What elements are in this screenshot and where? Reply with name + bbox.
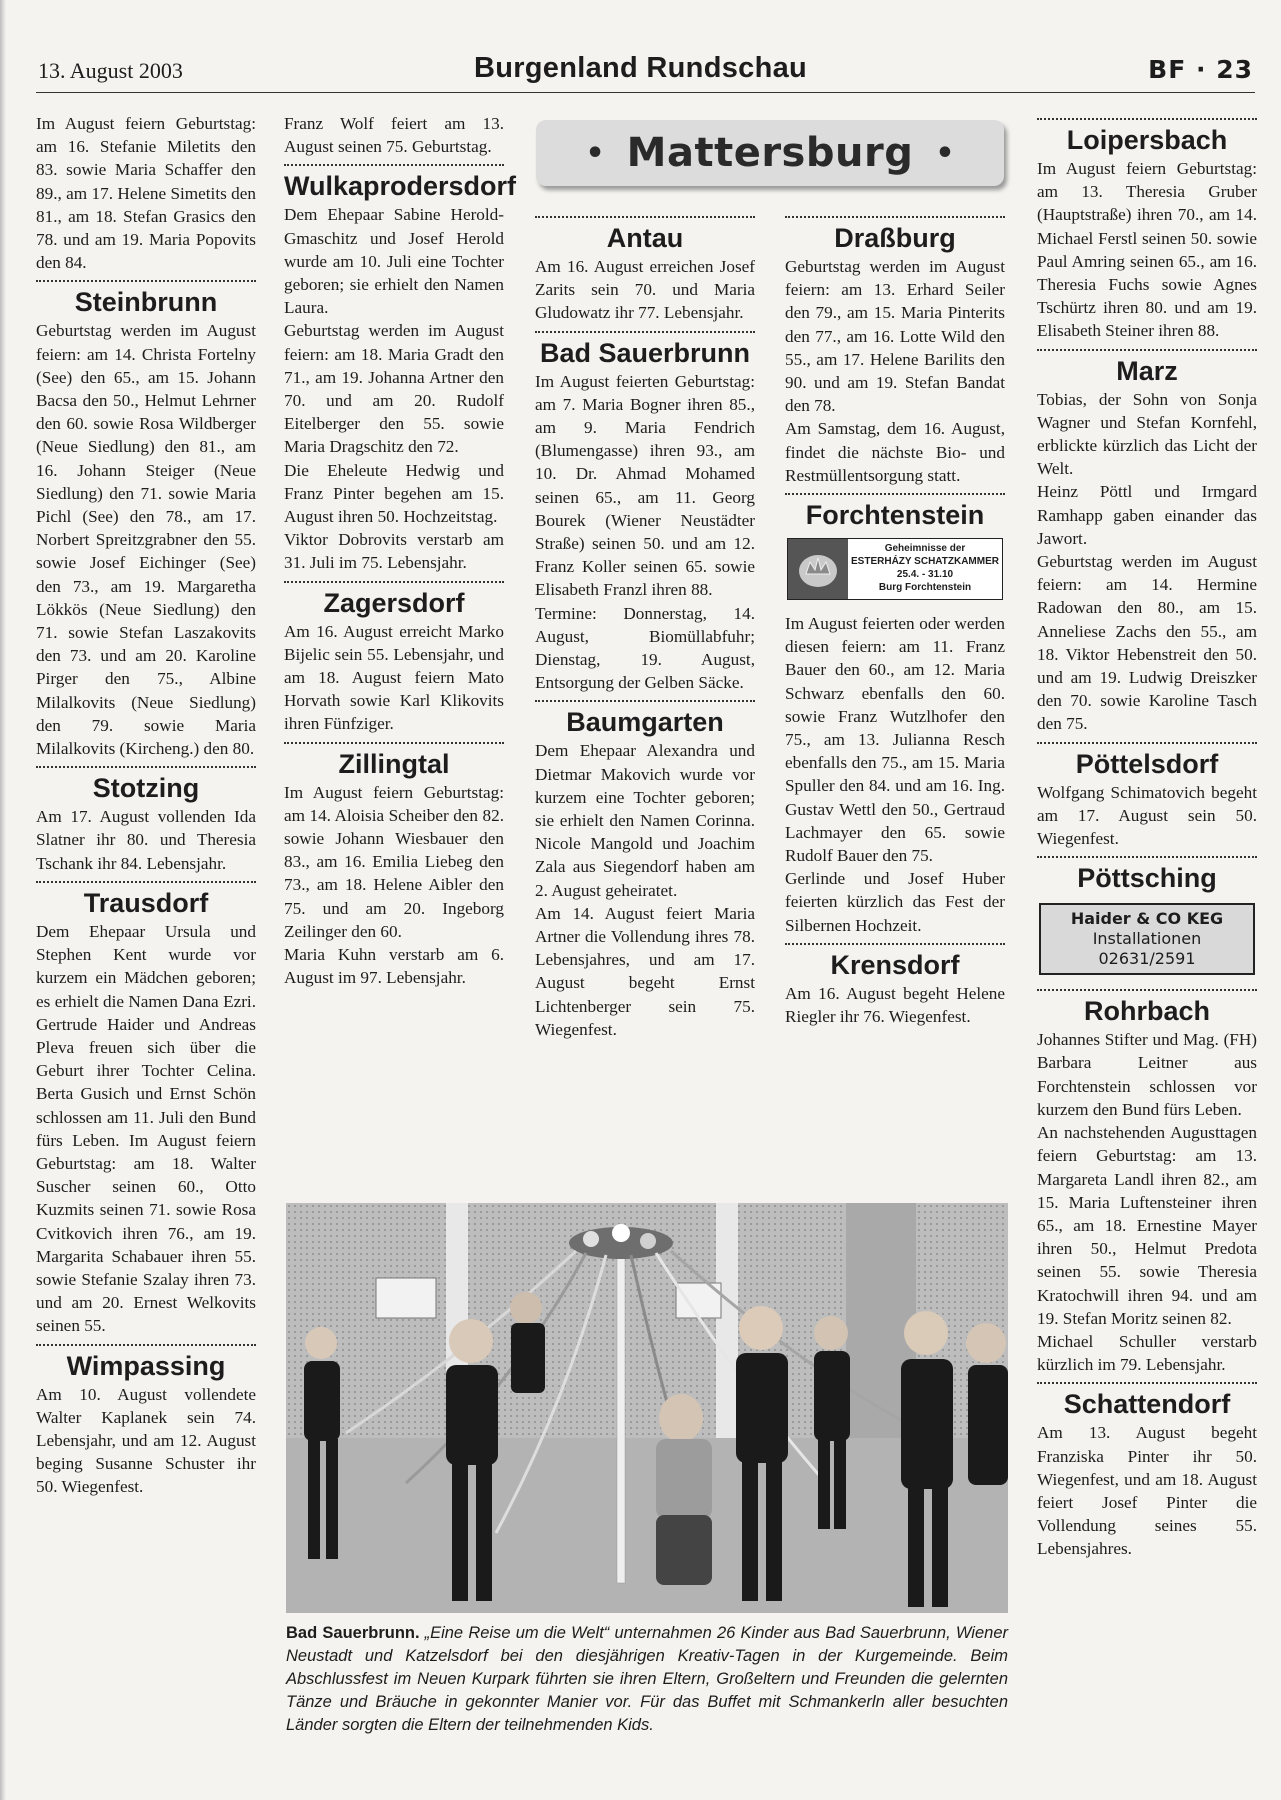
section-text: Im August feierten oder werden diesen feiern: am 11. Franz Bauer den 60., am 12. Maria Schwarz ebenfalls den 60. sowie Franz Wutzlhofer den 75., am 13. Julianna Resch ebenfalls den 75., am 15. Maria Spuller den 84. und am 16. Ing. Gustav Wettl den 50., Gertraud Lachmayer den 65. sowie Rudolf Bauer den 75. (785, 614, 1005, 866)
section-title: Bad Sauerbrunn (539, 337, 751, 368)
section-text: Im August feierten Geburtstag: am 7. Maria Bogner ihren 85., am 9. Maria Fendrich (Blumengasse) ihren 93., am 10. Dr. Ahmad Mohamed seinen 65., am 11. Georg Bourek (Wiener Neustädter Straße) seinen 50. und am 12. Franz Koller seinen 65. sowie Elisabeth Franzl ihren 88. (535, 371, 755, 600)
section-text: Tobias, der Sohn von Sonja Wagner und Stefan Kornfehl, erblickte kürzlich das Licht der Welt. (1037, 389, 1257, 479)
region-banner-title: Mattersburg (626, 130, 914, 176)
section-text: Wolfgang Schimatovich begeht am 17. August sein 50. Wiegenfest. (1037, 782, 1257, 849)
section-text: An nachstehenden Augusttagen feiern Geburtstag: am 13. Margareta Landl ihren 82., am 15. Maria Luftensteiner ihren 65., am 18. Ernestine Mayer ihren 50., Helmut Predota seinen 55. sowie Theresia Kratochwill ihren 94. und am 19. Stefan Moritz seinen 82. (1037, 1123, 1257, 1328)
ad-line: ESTERHÁZY SCHATZKAMMER (851, 556, 999, 568)
crown-icon (788, 539, 848, 599)
section-text: Am 16. August begeht Helene Riegler ihr 76. Wiegenfest. (785, 983, 1005, 1027)
section-title: Krensdorf (830, 949, 960, 980)
ad-line: Burg Forchtenstein (878, 582, 972, 594)
section-title: Pöttelsdorf (1075, 748, 1219, 779)
intro-text: Franz Wolf feiert am 13. August seinen 75. Geburtstag. (284, 114, 504, 157)
dotted-divider (785, 216, 1005, 218)
section-wimpassing (36, 1344, 256, 1499)
caption-lead: Bad Sauerbrunn. (286, 1624, 420, 1642)
section-title: Zagersdorf (323, 587, 465, 618)
dotted-divider (785, 493, 1005, 495)
dotted-divider (1037, 742, 1257, 744)
dotted-divider (785, 943, 1005, 945)
section-text: Dem Ehepaar Ursula und Stephen Kent wurde vor kurzem ein Mädchen geboren; es erhielt die Namen Dana Ezri. Gertrude Haider und Andreas Pleva freuen sich über die Geburt ihrer Tochter Celina. Berta Gusich und Ernst Schön schlossen am 11. Juli den Bund fürs Leben. Im August feiern Geburtstag: am 18. Walter Suscher seinen 60., Otto Kuzmits seinen 71. sowie Rosa Cvitkovich ihren 76., am 19. Margarita Schabauer ihren 55. sowie Stefanie Szalay ihren 73. und am 20. Ernest Welkovits seinen 55. (36, 921, 256, 1336)
section-marz (1037, 349, 1257, 736)
section-title: Zillingtal (338, 748, 450, 779)
section-title: Marz (1116, 355, 1178, 386)
dotted-divider (36, 766, 256, 768)
section-bad-sauerbrunn (535, 331, 755, 695)
haider-ad (1039, 903, 1255, 975)
banner-bullet-right: • (935, 135, 955, 171)
section-zagersdorf (284, 581, 504, 736)
section-text: Geburtstag werden im August feiern: am 14. Hermine Radowan den 80., am 15. Anneliese Zachs den 55., am 18. Viktor Hebenstreit den 50. und am 19. Ludwig Dreiszker den 70. sowie Karoline Tasch den 75. (1037, 552, 1257, 734)
ad-text (848, 539, 1002, 599)
dotted-divider (36, 280, 256, 282)
section-title: Wulkaprodersdorf (284, 171, 517, 202)
dotted-divider (1037, 1382, 1257, 1384)
dotted-divider (535, 216, 755, 218)
issue-date: 13. August 2003 (38, 58, 183, 83)
ad-company: Haider & CO KEG (1070, 909, 1224, 929)
ad-line: 25.4. - 31.10 (896, 569, 954, 581)
intro-text: Im August feiern Geburtstag: am 16. Stefanie Miletits den 83. sowie Maria Schaffer den 89., am 17. Helene Simetits den 81., am 18. Stefan Grasics den 78. und am 19. Maria Popovits den 84. (36, 114, 256, 273)
dotted-divider (284, 581, 504, 583)
dotted-divider (1037, 856, 1257, 858)
banner-bullet-left: • (585, 135, 605, 171)
section-title: Schattendorf (1063, 1389, 1231, 1420)
dotted-divider (535, 700, 755, 702)
section-text: Dem Ehepaar Sabine Herold-Gmaschitz und Josef Herold wurde am 10. Juli eine Tochter geboren; sie erhielt den Namen Laura. (284, 205, 504, 318)
section-text: Heinz Pöttl und Irmgard Ramhapp gaben einander das Jawort. (1037, 482, 1257, 548)
region-banner (536, 120, 1004, 186)
section-title: Pöttsching (1077, 863, 1217, 894)
section-title: Wimpassing (66, 1350, 226, 1381)
ad-line: Geheimnisse der (884, 543, 966, 555)
section-title: Baumgarten (566, 707, 724, 738)
section-baumgarten (535, 700, 755, 1041)
dotted-divider (284, 164, 504, 166)
section-title: Stotzing (92, 773, 200, 804)
page-number: BF · 23 (1148, 55, 1253, 84)
section-rohrbach (1037, 989, 1257, 1376)
section-schattendorf (1037, 1382, 1257, 1560)
section-text: Am 17. August vollenden Ida Slatner ihr 80. und Theresia Tschank ihr 84. Lebensjahr. (36, 807, 256, 873)
section-title: Forchtenstein (805, 500, 985, 531)
schatzkammer-ad (787, 538, 1003, 600)
caption-text: „Eine Reise um die Welt“ unternahmen 26 Kinder aus Bad Sauerbrunn, Wiener Neustadt und Katzelsdorf bei den diesjährigen Kreativ-Tagen in der Kurgemeinde. Beim Abschlussfest im Neuen Kurpark führten sie ihren Eltern, Großeltern und Freunden die gelernten Tänze und Bräuche in gekonnter Manier vor. Für das Buffet mit Schmankerln aller besuchten Länder sorgten die Eltern der teilnehmenden Kids. (286, 1624, 1008, 1734)
dotted-divider (36, 1344, 256, 1346)
maypole-dance-photo (286, 1203, 1008, 1613)
section-text: Maria Kuhn verstarb am 6. August im 97. Lebensjahr. (284, 945, 504, 988)
ad-service: Installationen (1092, 929, 1202, 949)
ad-phone: 02631/2591 (1098, 949, 1196, 969)
section-text: Die Eheleute Hedwig und Franz Pinter begehen am 15. August ihren 50. Hochzeitstag. (284, 460, 504, 527)
dotted-divider (1037, 349, 1257, 351)
section-trausdorf (36, 881, 256, 1338)
section-forchtenstein (785, 493, 1005, 937)
section-text: Geburtstag werden im August feiern: am 14. Christa Fortelny (See) den 65., am 15. Johann Bacsa den 50., Helmut Lehrner den 60. sowie Rosa Wildberger (Neue Siedlung) den 81., am 16. Johann Steiger (Neue Siedlung) den 71. sowie Maria Pichl (See) den 78., am 17. Norbert Spreitzgrabner den 55. sowie Josef Eichinger (See) den 73., am 19. Margaretha Lökkös (Neue Siedlung) den 71. sowie Stefan Laszakovits den 73. und am 20. Karoline Pirger den 75., Albine Milalkovits (Neue Siedlung) den 79. sowie Maria Milalkovits (Kircheng.) den 80. (36, 321, 256, 759)
page-edge-shadow (0, 0, 6, 1800)
dotted-divider (535, 331, 755, 333)
section-poettsching (1037, 856, 1257, 975)
section-stotzing (36, 766, 256, 875)
section-text: Am 13. August begeht Franziska Pinter ihr 50. Wiegenfest, und am 18. August feiert Josef Pinter die Vollendung seines 55. Lebensjahres. (1037, 1423, 1257, 1559)
section-text: Termine: Donnerstag, 14. August, Biomüllabfuhr; Dienstag, 19. August, Entsorgung der Gelben Säcke. (535, 603, 755, 693)
section-antau (535, 216, 755, 325)
section-text: Michael Schuller verstarb kürzlich im 79. Lebensjahr. (1037, 1331, 1257, 1375)
column-4 (785, 210, 1005, 1028)
section-title: Draßburg (834, 223, 956, 253)
section-text: Gerlinde und Josef Huber feierten kürzlich das Fest der Silbernen Hochzeit. (785, 869, 1005, 935)
column-2 (284, 112, 517, 990)
section-text: Dem Ehepaar Alexandra und Dietmar Makovich wurde vor kurzem eine Tochter geboren; sie erhielt den Namen Corinna. Nicole Mangold und Joachim Zala aus Siegendorf haben am 2. August geheiratet. (535, 741, 755, 900)
dotted-divider (284, 742, 504, 744)
section-wulkaprodersdorf (284, 164, 517, 574)
section-krensdorf (785, 943, 1005, 1028)
section-poettelsdorf (1037, 742, 1257, 851)
column-1 (36, 112, 256, 1499)
section-text: Johannes Stifter und Mag. (FH) Barbara Leitner aus Forchtenstein schlossen vor kurzem den Bund fürs Leben. (1037, 1030, 1257, 1119)
section-text: Am Samstag, dem 16. August, findet die nächste Bio- und Restmüllentsorgung statt. (785, 419, 1005, 485)
section-title: Trausdorf (83, 887, 209, 918)
header-rule (36, 92, 1255, 93)
dotted-divider (1037, 989, 1257, 991)
section-text: Viktor Dobrovits verstarb am 31. Juli im 75. Lebensjahr. (284, 530, 504, 573)
column-3 (535, 210, 755, 1041)
section-text: Am 16. August erreichen Josef Zarits sein 70. und Maria Gludowatz ihr 77. Lebensjahr. (535, 257, 755, 323)
section-text: Geburtstag werden im August feiern: am 13. Erhard Seiler den 79., am 15. Maria Pinterits den 77., am 16. Lotte Wild den 55., am 17. Helene Barilits den 90. und am 19. Stefan Bandat den 78. (785, 257, 1005, 416)
dotted-divider (1037, 118, 1257, 120)
section-text: Am 10. August vollendete Walter Kaplanek sein 74. Lebensjahr, und am 12. August beging Susanne Schuster ihr 50. Wiegenfest. (36, 1384, 256, 1497)
section-title: Rohrbach (1083, 996, 1210, 1027)
section-title: Steinbrunn (74, 287, 218, 318)
section-text: Im August feiern Geburtstag: am 14. Aloisia Scheiber den 82. sowie Johann Wiesbauer den 83., am 16. Emilia Liebeg den 73., am 18. Helene Aibler den 75. und am 20. Ingeborg Zeilinger den 60. (284, 782, 504, 941)
section-loipersbach (1037, 118, 1257, 343)
column-5 (1037, 112, 1257, 1561)
section-text: Am 16. August erreicht Marko Bijelic sein 55. Lebensjahr, und am 18. August feiern Mato Horvath sowie Karl Klikovits ihren Fünfziger. (284, 621, 504, 734)
section-drassburg (785, 216, 1005, 487)
section-text: Am 14. August feiert Maria Artner die Vollendung ihres 78. Lebensjahres, und am 17. August begeht Ernst Lichtenberger sein 75. Wiegenfest. (535, 903, 755, 1039)
section-zillingtal (284, 742, 504, 990)
section-title: Antau (606, 223, 684, 253)
newspaper-title: Burgenland Rundschau (473, 52, 808, 84)
dotted-divider (36, 881, 256, 883)
section-text: Geburtstag werden im August feiern: am 18. Maria Gradt den 71., am 19. Johanna Artner den 70. und am 20. Rudolf Eitelberger den 55. sowie Maria Dragschitz den 72. (284, 321, 504, 457)
photo-caption (286, 1622, 1008, 1737)
section-text: Im August feiern Geburtstag: am 13. Theresia Gruber (Hauptstraße) ihren 70., am 14. Michael Ferstl seinen 50. sowie Paul Amring seinen 65., am 16. Theresia Fuchs sowie Agnes Tschürtz ihren 80. und am 19. Elisabeth Steiner ihren 88. (1037, 159, 1257, 341)
section-title: Loipersbach (1066, 125, 1228, 155)
section-steinbrunn (36, 280, 256, 760)
